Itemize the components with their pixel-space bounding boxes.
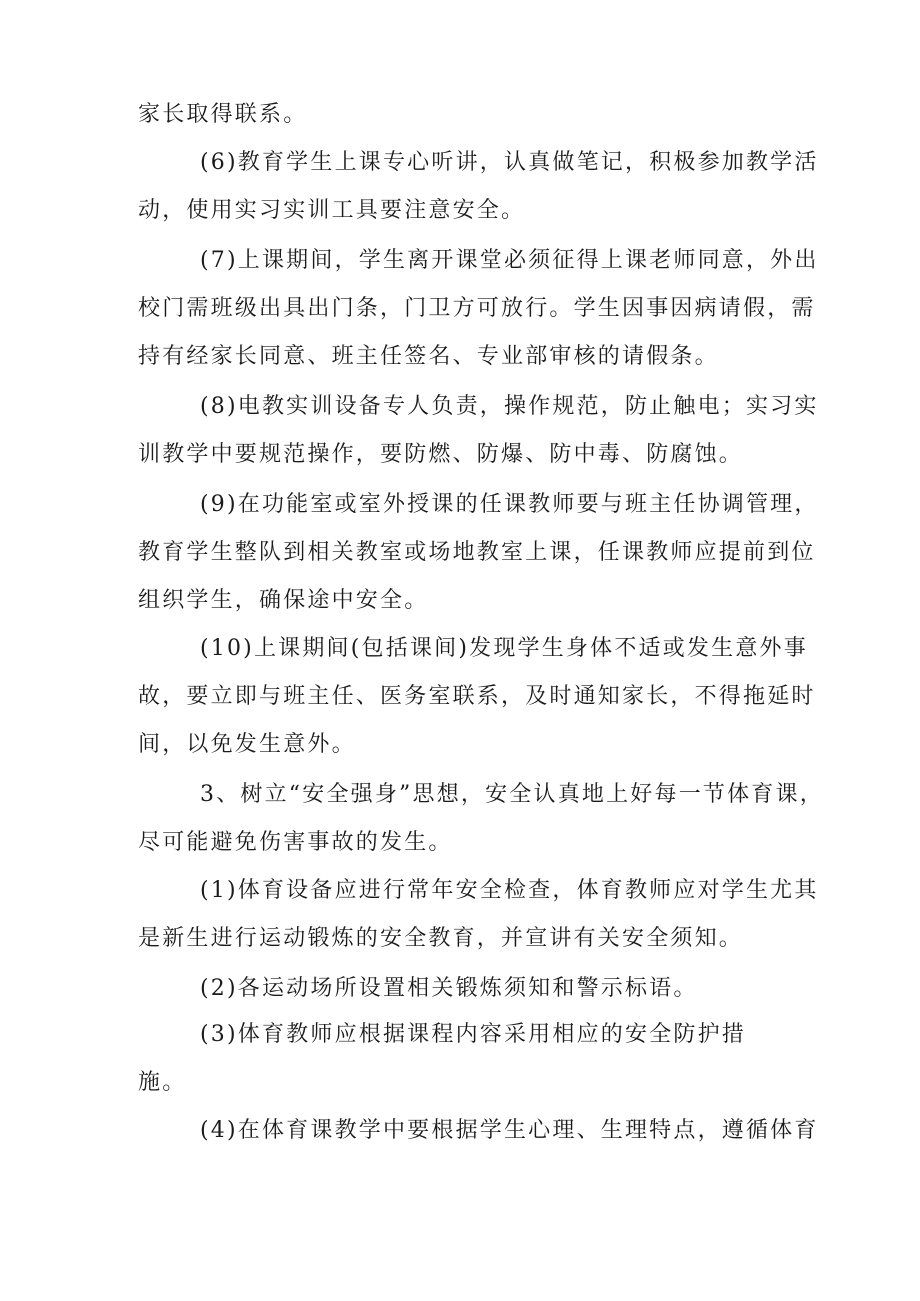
text-line: 组织学生，确保途中安全。 — [138, 588, 429, 613]
text-line: 教育学生整队到相关教室或场地教室上课，任课教师应提前到位 — [138, 540, 816, 565]
text-line: (8)电教实训设备专人负责，操作规范，防止触电；实习实 — [200, 394, 819, 419]
text-line: (6)教育学生上课专心听讲，认真做笔记，积极参加教学活 — [200, 150, 819, 175]
text-line: 施。 — [138, 1070, 187, 1095]
text-line: (3)体育教师应根据课程内容采用相应的安全防护措 — [200, 1022, 746, 1047]
text-line: (10)上课期间(包括课间)发现学生身体不适或发生意外事 — [200, 636, 808, 661]
text-line: (9)在功能室或室外授课的任课教师要与班主任协调管理， — [200, 492, 819, 517]
text-line: 持有经家长同意、班主任签名、专业部审核的请假条。 — [138, 344, 719, 369]
text-line: 3、树立“安全强身”思想，安全认真地上好每一节体育课， — [200, 782, 824, 807]
text-line: 故，要立即与班主任、医务室联系，及时通知家长，不得拖延时 — [138, 684, 816, 709]
text-line: (7)上课期间，学生离开课堂必须征得上课老师同意，外出 — [200, 248, 819, 273]
text-line: (1)体育设备应进行常年安全检查，体育教师应对学生尤其 — [200, 878, 819, 903]
text-line: 间，以免发生意外。 — [138, 732, 356, 757]
text-line: 家长取得联系。 — [138, 102, 308, 127]
text-line: 动，使用实习实训工具要注意安全。 — [138, 198, 526, 223]
text-line: 是新生进行运动锻炼的安全教育，并宣讲有关安全须知。 — [138, 926, 744, 951]
text-line: 尽可能避免伤害事故的发生。 — [138, 830, 453, 855]
text-line: 校门需班级出具出门条，门卫方可放行。学生因事因病请假，需 — [138, 296, 816, 321]
text-line: 训教学中要规范操作，要防燃、防爆、防中毒、防腐蚀。 — [138, 442, 744, 467]
text-line: (4)在体育课教学中要根据学生心理、生理特点，遵循体育 — [200, 1118, 819, 1143]
text-line: (2)各运动场所设置相关锻炼须知和警示标语。 — [200, 976, 698, 1001]
